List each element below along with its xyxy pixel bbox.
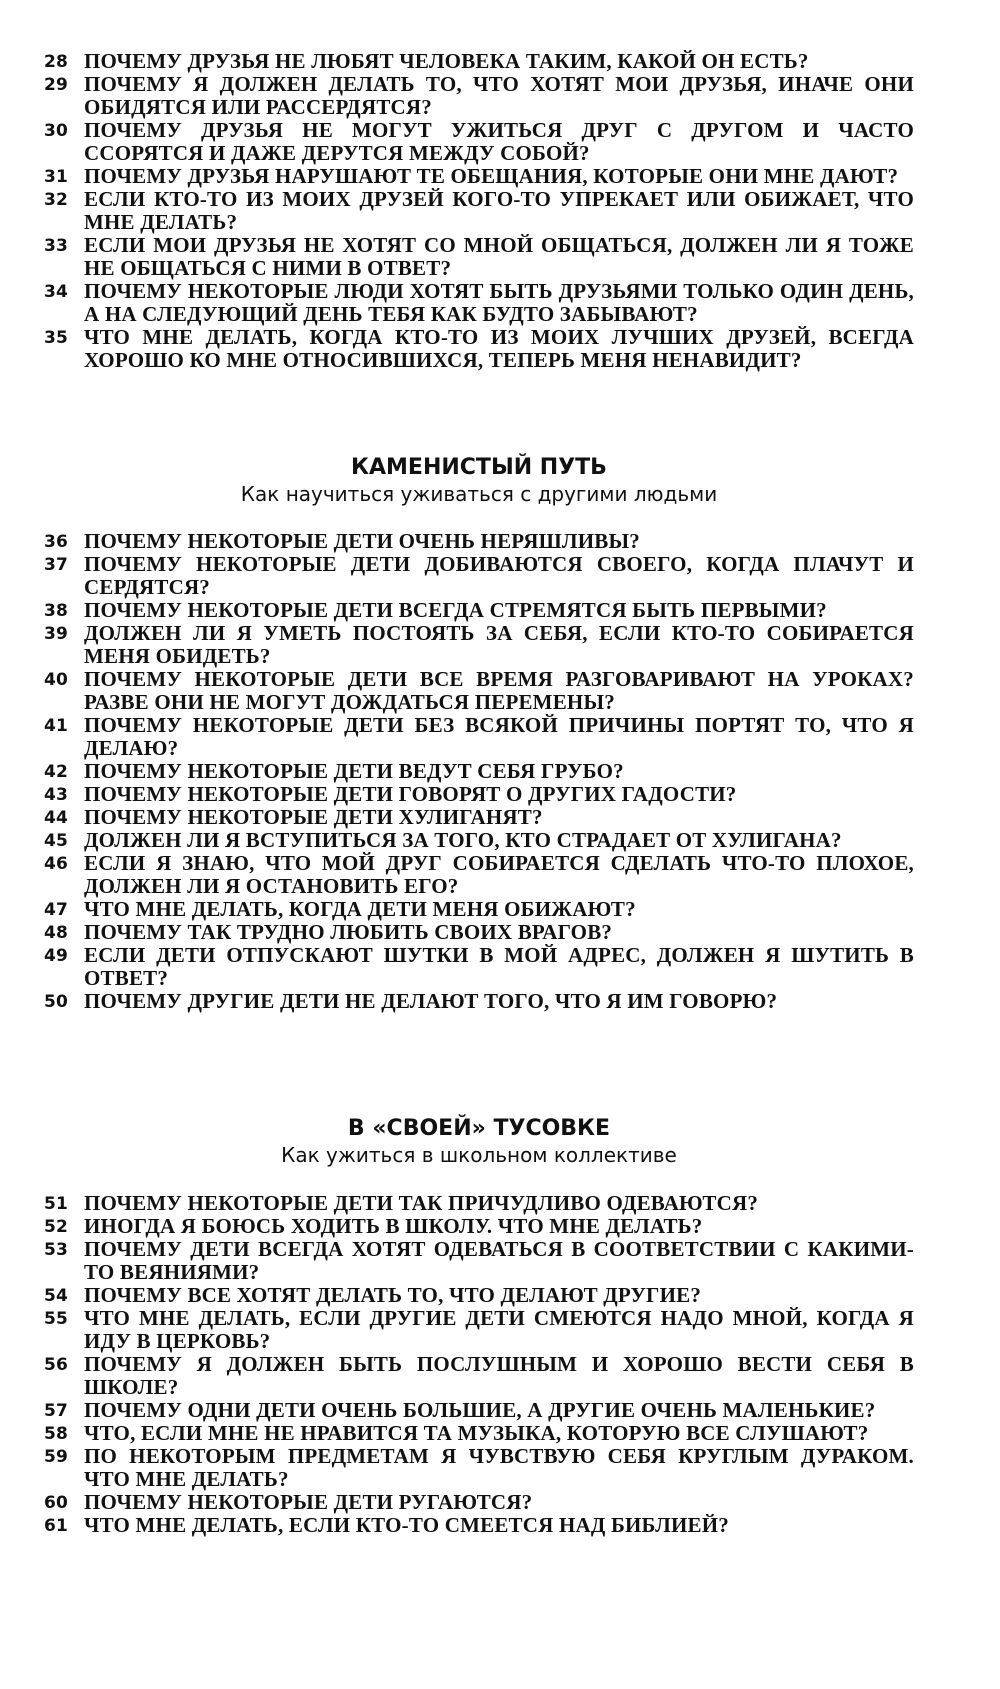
question-number: 37 [44,555,69,575]
question-number: 38 [44,601,69,621]
question-list-friends [44,50,914,372]
question-text: ЕСЛИ ДЕТИ ОТПУСКАЮТ ШУТКИ В МОЙ АДРЕС, ДОЛЖЕН Я ШУТИТЬ В ОТВЕТ? [84,943,914,990]
question-item [44,898,914,921]
question-number: 43 [44,785,69,805]
question-text: ПОЧЕМУ НЕКОТОРЫЕ ДЕТИ ВСЕ ВРЕМЯ РАЗГОВАРИВАЮТ НА УРОКАХ? РАЗВЕ ОНИ НЕ МОГУТ ДОЖДАТЬСЯ ПЕРЕМЕНЫ? [84,667,914,714]
question-number: 52 [44,1217,69,1237]
question-item [44,599,914,622]
question-number: 57 [44,1401,69,1421]
question-number: 47 [44,900,69,920]
question-text: ЧТО МНЕ ДЕЛАТЬ, КОГДА ДЕТИ МЕНЯ ОБИЖАЮТ? [84,897,636,921]
question-text: ЧТО МНЕ ДЕЛАТЬ, ЕСЛИ КТО-ТО СМЕЕТСЯ НАД БИБЛИЕЙ? [84,1513,729,1537]
question-item [44,1215,914,1238]
question-number: 48 [44,923,69,943]
question-number: 40 [44,670,69,690]
question-number: 30 [44,121,69,141]
question-number: 41 [44,716,69,736]
question-item [44,1491,914,1514]
question-item [44,806,914,829]
question-text: ЕСЛИ Я ЗНАЮ, ЧТО МОЙ ДРУГ СОБИРАЕТСЯ СДЕЛАТЬ ЧТО-ТО ПЛОХОЕ, ДОЛЖЕН ЛИ Я ОСТАНОВИТЬ ЕГО? [84,851,914,898]
question-item [44,829,914,852]
question-text: ПОЧЕМУ ТАК ТРУДНО ЛЮБИТЬ СВОИХ ВРАГОВ? [84,920,613,944]
question-text: ПОЧЕМУ НЕКОТОРЫЕ ДЕТИ ДОБИВАЮТСЯ СВОЕГО, КОГДА ПЛАЧУТ И СЕРДЯТСЯ? [84,552,914,599]
question-text: ПОЧЕМУ НЕКОТОРЫЕ ДЕТИ БЕЗ ВСЯКОЙ ПРИЧИНЫ ПОРТЯТ ТО, ЧТО Я ДЕЛАЮ? [84,713,914,760]
question-number: 55 [44,1309,69,1329]
section-subtitle: Как научиться уживаться с другими людьми [240,482,718,506]
question-text: ЕСЛИ КТО-ТО ИЗ МОИХ ДРУЗЕЙ КОГО-ТО УПРЕКАЕТ ИЛИ ОБИЖАЕТ, ЧТО МНЕ ДЕЛАТЬ? [84,187,914,234]
question-item [44,1307,914,1353]
question-number: 59 [44,1447,69,1467]
question-list-own-crowd [44,1192,914,1537]
section-subtitle: Как ужиться в школьном коллективе [281,1143,677,1167]
question-text: ЧТО, ЕСЛИ МНЕ НЕ НРАВИТСЯ ТА МУЗЫКА, КОТОРУЮ ВСЕ СЛУШАЮТ? [84,1421,869,1445]
question-item [44,760,914,783]
question-number: 28 [44,52,69,72]
question-text: ПОЧЕМУ НЕКОТОРЫЕ ДЕТИ ГОВОРЯТ О ДРУГИХ ГАДОСТИ? [84,782,737,806]
question-text: ЕСЛИ МОИ ДРУЗЬЯ НЕ ХОТЯТ СО МНОЙ ОБЩАТЬСЯ, ДОЛЖЕН ЛИ Я ТОЖЕ НЕ ОБЩАТЬСЯ С НИМИ В ОТВЕТ? [84,233,914,280]
question-text: ДОЛЖЕН ЛИ Я УМЕТЬ ПОСТОЯТЬ ЗА СЕБЯ, ЕСЛИ КТО-ТО СОБИРАЕТСЯ МЕНЯ ОБИДЕТЬ? [84,621,914,668]
question-number: 35 [44,328,69,348]
question-text: ПОЧЕМУ Я ДОЛЖЕН БЫТЬ ПОСЛУШНЫМ И ХОРОШО ВЕСТИ СЕБЯ В ШКОЛЕ? [84,1352,914,1399]
question-number: 56 [44,1355,69,1375]
question-number: 60 [44,1493,69,1513]
question-item [44,73,914,119]
question-item [44,326,914,372]
question-item [44,714,914,760]
question-item [44,1514,914,1537]
question-number: 36 [44,532,69,552]
question-item [44,530,914,553]
question-text: ИНОГДА Я БОЮСЬ ХОДИТЬ В ШКОЛУ. ЧТО МНЕ ДЕЛАТЬ? [84,1214,703,1238]
question-text: ПОЧЕМУ НЕКОТОРЫЕ ДЕТИ ОЧЕНЬ НЕРЯШЛИВЫ? [84,529,640,553]
question-item [44,668,914,714]
question-number: 45 [44,831,69,851]
question-number: 44 [44,808,69,828]
question-item [44,165,914,188]
question-item [44,50,914,73]
question-item [44,1238,914,1284]
question-text: ПОЧЕМУ ОДНИ ДЕТИ ОЧЕНЬ БОЛЬШИЕ, А ДРУГИЕ ОЧЕНЬ МАЛЕНЬКИЕ? [84,1398,876,1422]
question-text: ПОЧЕМУ ДРУЗЬЯ НЕ ЛЮБЯТ ЧЕЛОВЕКА ТАКИМ, КАКОЙ ОН ЕСТЬ? [84,49,809,73]
question-text: ПОЧЕМУ НЕКОТОРЫЕ ДЕТИ ХУЛИГАНЯТ? [84,805,543,829]
question-item [44,1284,914,1307]
question-item [44,1445,914,1491]
question-item [44,119,914,165]
question-text: ПО НЕКОТОРЫМ ПРЕДМЕТАМ Я ЧУВСТВУЮ СЕБЯ КРУГЛЫМ ДУРАКОМ. ЧТО МНЕ ДЕЛАТЬ? [84,1444,914,1491]
question-number: 42 [44,762,69,782]
question-number: 32 [44,190,69,210]
question-item [44,990,914,1013]
question-number: 31 [44,167,69,187]
section-title: КАМЕНИСТЫЙ ПУТЬ [351,455,607,480]
question-text: ЧТО МНЕ ДЕЛАТЬ, КОГДА КТО-ТО ИЗ МОИХ ЛУЧШИХ ДРУЗЕЙ, ВСЕГДА ХОРОШО КО МНЕ ОТНОСИВШИХСЯ, ТЕПЕРЬ МЕНЯ НЕНАВИДИТ? [84,325,914,372]
question-text: ПОЧЕМУ ДРУЗЬЯ НАРУШАЮТ ТЕ ОБЕЩАНИЯ, КОТОРЫЕ ОНИ МНЕ ДАЮТ? [84,164,899,188]
question-number: 54 [44,1286,69,1306]
question-item [44,280,914,326]
question-item [44,234,914,280]
question-text: ПОЧЕМУ ДЕТИ ВСЕГДА ХОТЯТ ОДЕВАТЬСЯ В СООТВЕТСТВИИ С КАКИМИ-ТО ВЕЯНИЯМИ? [84,1237,914,1284]
question-text: ПОЧЕМУ Я ДОЛЖЕН ДЕЛАТЬ ТО, ЧТО ХОТЯТ МОИ ДРУЗЬЯ, ИНАЧЕ ОНИ ОБИДЯТСЯ ИЛИ РАССЕРДЯТСЯ? [84,72,914,119]
question-item [44,1353,914,1399]
question-item [44,622,914,668]
question-item [44,783,914,806]
question-item [44,188,914,234]
question-number: 61 [44,1516,69,1536]
section-heading-rocky-road [44,455,914,507]
question-text: ПОЧЕМУ ВСЕ ХОТЯТ ДЕЛАТЬ ТО, ЧТО ДЕЛАЮТ ДРУГИЕ? [84,1283,702,1307]
question-number: 39 [44,624,69,644]
question-text: ПОЧЕМУ ДРУГИЕ ДЕТИ НЕ ДЕЛАЮТ ТОГО, ЧТО Я ИМ ГОВОРЮ? [84,989,778,1013]
question-text: ПОЧЕМУ НЕКОТОРЫЕ ДЕТИ ВСЕГДА СТРЕМЯТСЯ БЫТЬ ПЕРВЫМИ? [84,598,827,622]
question-item [44,1422,914,1445]
question-item [44,1399,914,1422]
question-text: ПОЧЕМУ ДРУЗЬЯ НЕ МОГУТ УЖИТЬСЯ ДРУГ С ДРУГОМ И ЧАСТО ССОРЯТСЯ И ДАЖЕ ДЕРУТСЯ МЕЖДУ СОБОЙ? [84,118,914,165]
question-number: 53 [44,1240,69,1260]
question-number: 50 [44,992,69,1012]
question-text: ДОЛЖЕН ЛИ Я ВСТУПИТЬСЯ ЗА ТОГО, КТО СТРАДАЕТ ОТ ХУЛИГАНА? [84,828,842,852]
question-item [44,944,914,990]
question-number: 51 [44,1194,69,1214]
question-number: 33 [44,236,69,256]
question-item [44,852,914,898]
question-number: 58 [44,1424,69,1444]
question-list-rocky-road [44,530,914,1013]
question-item [44,553,914,599]
question-number: 34 [44,282,69,302]
question-item [44,921,914,944]
question-text: ПОЧЕМУ НЕКОТОРЫЕ ДЕТИ РУГАЮТСЯ? [84,1490,533,1514]
question-text: ПОЧЕМУ НЕКОТОРЫЕ ДЕТИ ТАК ПРИЧУДЛИВО ОДЕВАЮТСЯ? [84,1191,759,1215]
question-number: 49 [44,946,69,966]
question-number: 46 [44,854,69,874]
section-title: В «СВОЕЙ» ТУСОВКЕ [347,1116,611,1141]
question-text: ПОЧЕМУ НЕКОТОРЫЕ ДЕТИ ВЕДУТ СЕБЯ ГРУБО? [84,759,624,783]
question-item [44,1192,914,1215]
question-text: ЧТО МНЕ ДЕЛАТЬ, ЕСЛИ ДРУГИЕ ДЕТИ СМЕЮТСЯ НАДО МНОЙ, КОГДА Я ИДУ В ЦЕРКОВЬ? [84,1306,914,1353]
question-text: ПОЧЕМУ НЕКОТОРЫЕ ЛЮДИ ХОТЯТ БЫТЬ ДРУЗЬЯМИ ТОЛЬКО ОДИН ДЕНЬ, А НА СЛЕДУЮЩИЙ ДЕНЬ ТЕБЯ КАК БУДТО ЗАБЫВАЮТ? [84,279,914,326]
section-heading-own-crowd [44,1116,914,1168]
question-number: 29 [44,75,69,95]
